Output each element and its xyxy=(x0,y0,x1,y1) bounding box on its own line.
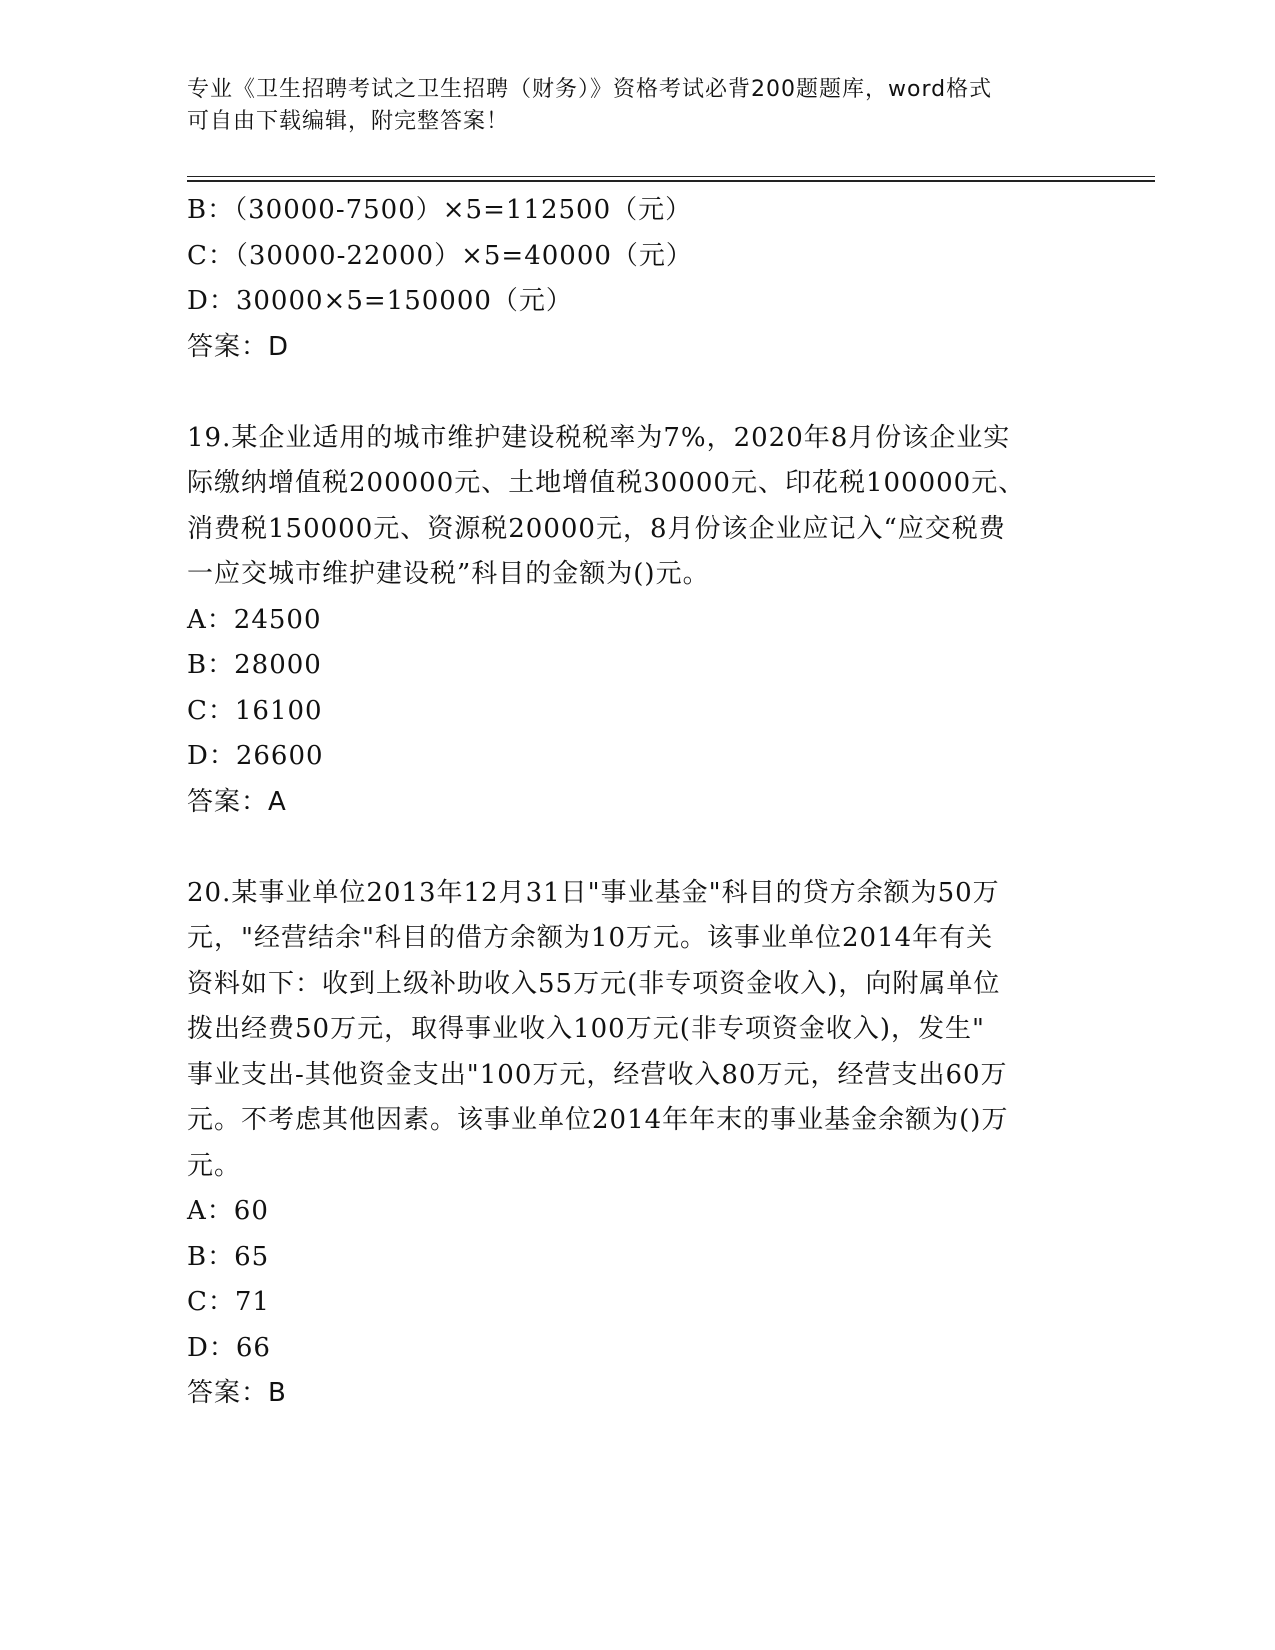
stem-line: 际缴纳增值税200000元、土地增值税30000元、印花税100000元、 xyxy=(187,468,1026,498)
stem-line: 一应交城市维护建设税”科目的金额为()元。 xyxy=(187,559,710,589)
header-divider-thin xyxy=(187,176,1155,177)
question-spacer xyxy=(187,825,1087,871)
stem-line: 20.某事业单位2013年12月31日"事业基金"科目的贷方余额为50万 xyxy=(187,877,1000,908)
stem-line: 拨出经费50万元，取得事业收入100万元(非专项资金收入)，发生" xyxy=(187,1014,985,1044)
stem-line: 元，"经营结余"科目的借方余额为10万元。该事业单位2014年有关 xyxy=(187,923,994,953)
header-title-line-1: 专业《卫生招聘考试之卫生招聘（财务）》资格考试必背200题题库，word格式 xyxy=(187,77,993,102)
stem-line: 事业支出-其他资金支出"100万元，经营收入80万元，经营支出60万 xyxy=(187,1059,1008,1090)
stem-line: 消费税150000元、资源税20000元，8月份该企业应记入“应交税费 xyxy=(187,513,1006,544)
option-c: C：（30000-22000）×5=40000（元） xyxy=(187,240,693,271)
question-stem xyxy=(187,871,1087,1190)
header-divider-thick xyxy=(187,180,1155,182)
stem-line: 元。不考虑其他因素。该事业单位2014年年末的事业基金余额为()万 xyxy=(187,1105,1009,1135)
option-d: D：26600 xyxy=(187,741,324,771)
option-d: D：30000×5=150000（元） xyxy=(187,286,573,316)
option-a: A：60 xyxy=(187,1196,269,1226)
answer-label: 答案：B xyxy=(187,1378,287,1408)
question-stem xyxy=(187,416,1087,598)
question-spacer xyxy=(187,370,1087,416)
answer-label: 答案：D xyxy=(187,331,290,362)
page-header xyxy=(187,74,1067,138)
stem-line: 19.某企业适用的城市维护建设税税率为7%，2020年8月份该企业实 xyxy=(187,422,1011,453)
answer-label: 答案：A xyxy=(187,786,287,817)
header-title-line-2: 可自由下载编辑，附完整答案！ xyxy=(187,109,510,134)
option-c: C：16100 xyxy=(187,695,323,726)
question-19 xyxy=(187,416,1087,826)
option-d: D：66 xyxy=(187,1332,271,1363)
option-a: A：24500 xyxy=(187,604,322,635)
option-b: B：65 xyxy=(187,1241,270,1272)
stem-line: 资料如下：收到上级补助收入55万元(非专项资金收入)，向附属单位 xyxy=(187,968,1001,999)
option-c: C：71 xyxy=(187,1287,270,1317)
question-18-tail xyxy=(187,188,1087,370)
stem-line: 元。 xyxy=(187,1150,242,1181)
question-20 xyxy=(187,871,1087,1417)
option-b: B：（30000-7500）×5=112500（元） xyxy=(187,195,693,225)
option-b: B：28000 xyxy=(187,650,322,680)
document-body xyxy=(187,188,1087,1417)
